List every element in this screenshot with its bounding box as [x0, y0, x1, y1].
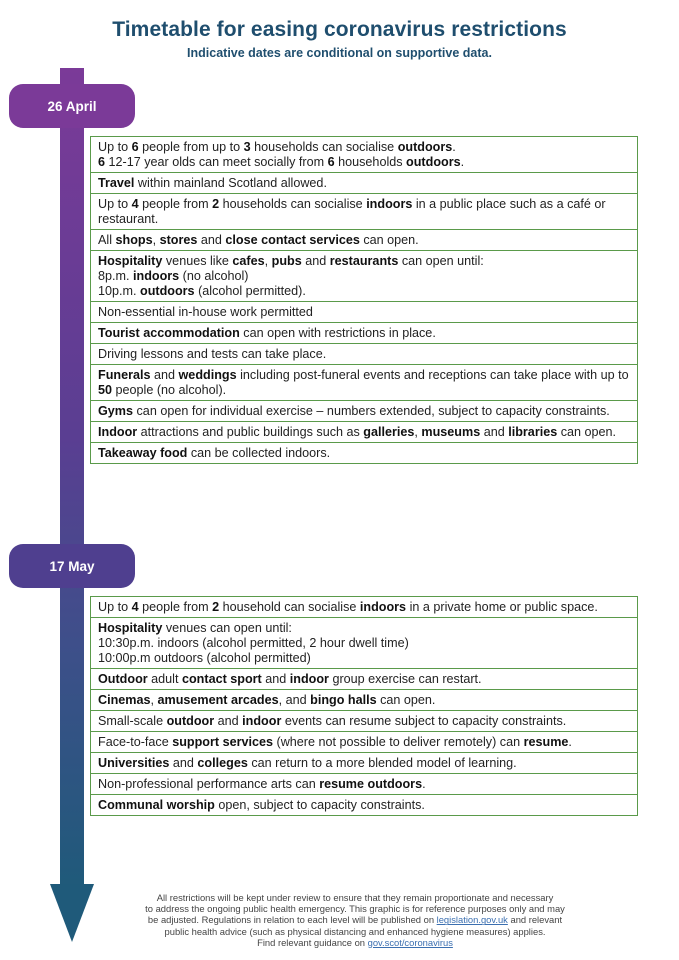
- timeline-bar: [60, 68, 84, 888]
- restrictions-list-26-april: [90, 136, 638, 464]
- restriction-item: Travel within mainland Scotland allowed.: [91, 173, 637, 194]
- legislation-link[interactable]: legislation.gov.uk: [436, 914, 508, 926]
- restrictions-list-17-may: [90, 596, 638, 816]
- restriction-item: Up to 6 people from up to 3 households can socialise outdoors. 6 12-17 year olds can meet socially from 6 households outdoors.: [91, 137, 637, 173]
- restriction-item: Non-essential in-house work permitted: [91, 302, 637, 323]
- footer-line: [100, 914, 610, 925]
- footer-text: and relevant: [507, 914, 563, 926]
- page-title: Timetable for easing coronavirus restrictions: [112, 18, 567, 41]
- footer-text: Find relevant guidance on: [257, 936, 368, 948]
- restriction-item: Universities and colleges can return to a more blended model of learning.: [91, 753, 637, 774]
- restriction-item: Tourist accommodation can open with restrictions in place.: [91, 323, 637, 344]
- footer-line: [100, 937, 610, 948]
- footer-line: public health advice (such as physical distancing and enhanced hygiene measures) applies.: [164, 925, 546, 937]
- restriction-item: Takeaway food can be collected indoors.: [98, 446, 331, 460]
- page-subtitle: Indicative dates are conditional on supportive data.: [187, 46, 492, 60]
- footer-text: be adjusted. Regulations in relation to each level will be published on: [147, 914, 437, 926]
- timeline-arrow-icon: [50, 884, 94, 942]
- date-label-17-may: 17 May: [9, 544, 135, 588]
- restriction-item: All shops, stores and close contact services can open.: [91, 230, 637, 251]
- footer-line: to address the ongoing public health emergency. This graphic is for reference purposes only and may: [145, 903, 565, 915]
- restriction-item: Small-scale outdoor and indoor events can resume subject to capacity constraints.: [91, 711, 637, 732]
- restriction-item: Hospitality venues can open until: 10:30p.m. indoors (alcohol permitted, 2 hour dwell time) 10:00p.m outdoors (alcohol permitted): [91, 618, 637, 669]
- restriction-item: Gyms can open for individual exercise – numbers extended, subject to capacity constraints.: [91, 401, 637, 422]
- restriction-item: Cinemas, amusement arcades, and bingo halls can open.: [91, 690, 637, 711]
- guidance-link[interactable]: gov.scot/coronavirus: [367, 936, 453, 948]
- restriction-item: Funerals and weddings including post-funeral events and receptions can take place with up to 50 people (no alcohol).: [91, 365, 637, 401]
- restriction-item: Up to 4 people from 2 household can socialise indoors in a private home or public space.: [91, 597, 637, 618]
- restriction-item: Driving lessons and tests can take place.: [91, 344, 637, 365]
- footer-note: [100, 892, 610, 948]
- footer-line: All restrictions will be kept under review to ensure that they remain proportionate and necessary: [156, 892, 554, 903]
- restriction-item: Outdoor adult contact sport and indoor group exercise can restart.: [91, 669, 637, 690]
- restriction-item: Up to 4 people from 2 households can socialise indoors in a public place such as a café or restaurant.: [91, 194, 637, 230]
- date-label-26-april: 26 April: [9, 84, 135, 128]
- restriction-item: Non-professional performance arts can resume outdoors.: [91, 774, 637, 795]
- restriction-item: Face-to-face support services (where not possible to deliver remotely) can resume.: [91, 732, 637, 753]
- restriction-item: Communal worship open, subject to capacity constraints.: [98, 798, 425, 812]
- restriction-item: Hospitality venues like cafes, pubs and restaurants can open until: 8p.m. indoors (no alcohol) 10p.m. outdoors (alcohol permitted).: [91, 251, 637, 302]
- restriction-item: Indoor attractions and public buildings such as galleries, museums and libraries can open.: [91, 422, 637, 443]
